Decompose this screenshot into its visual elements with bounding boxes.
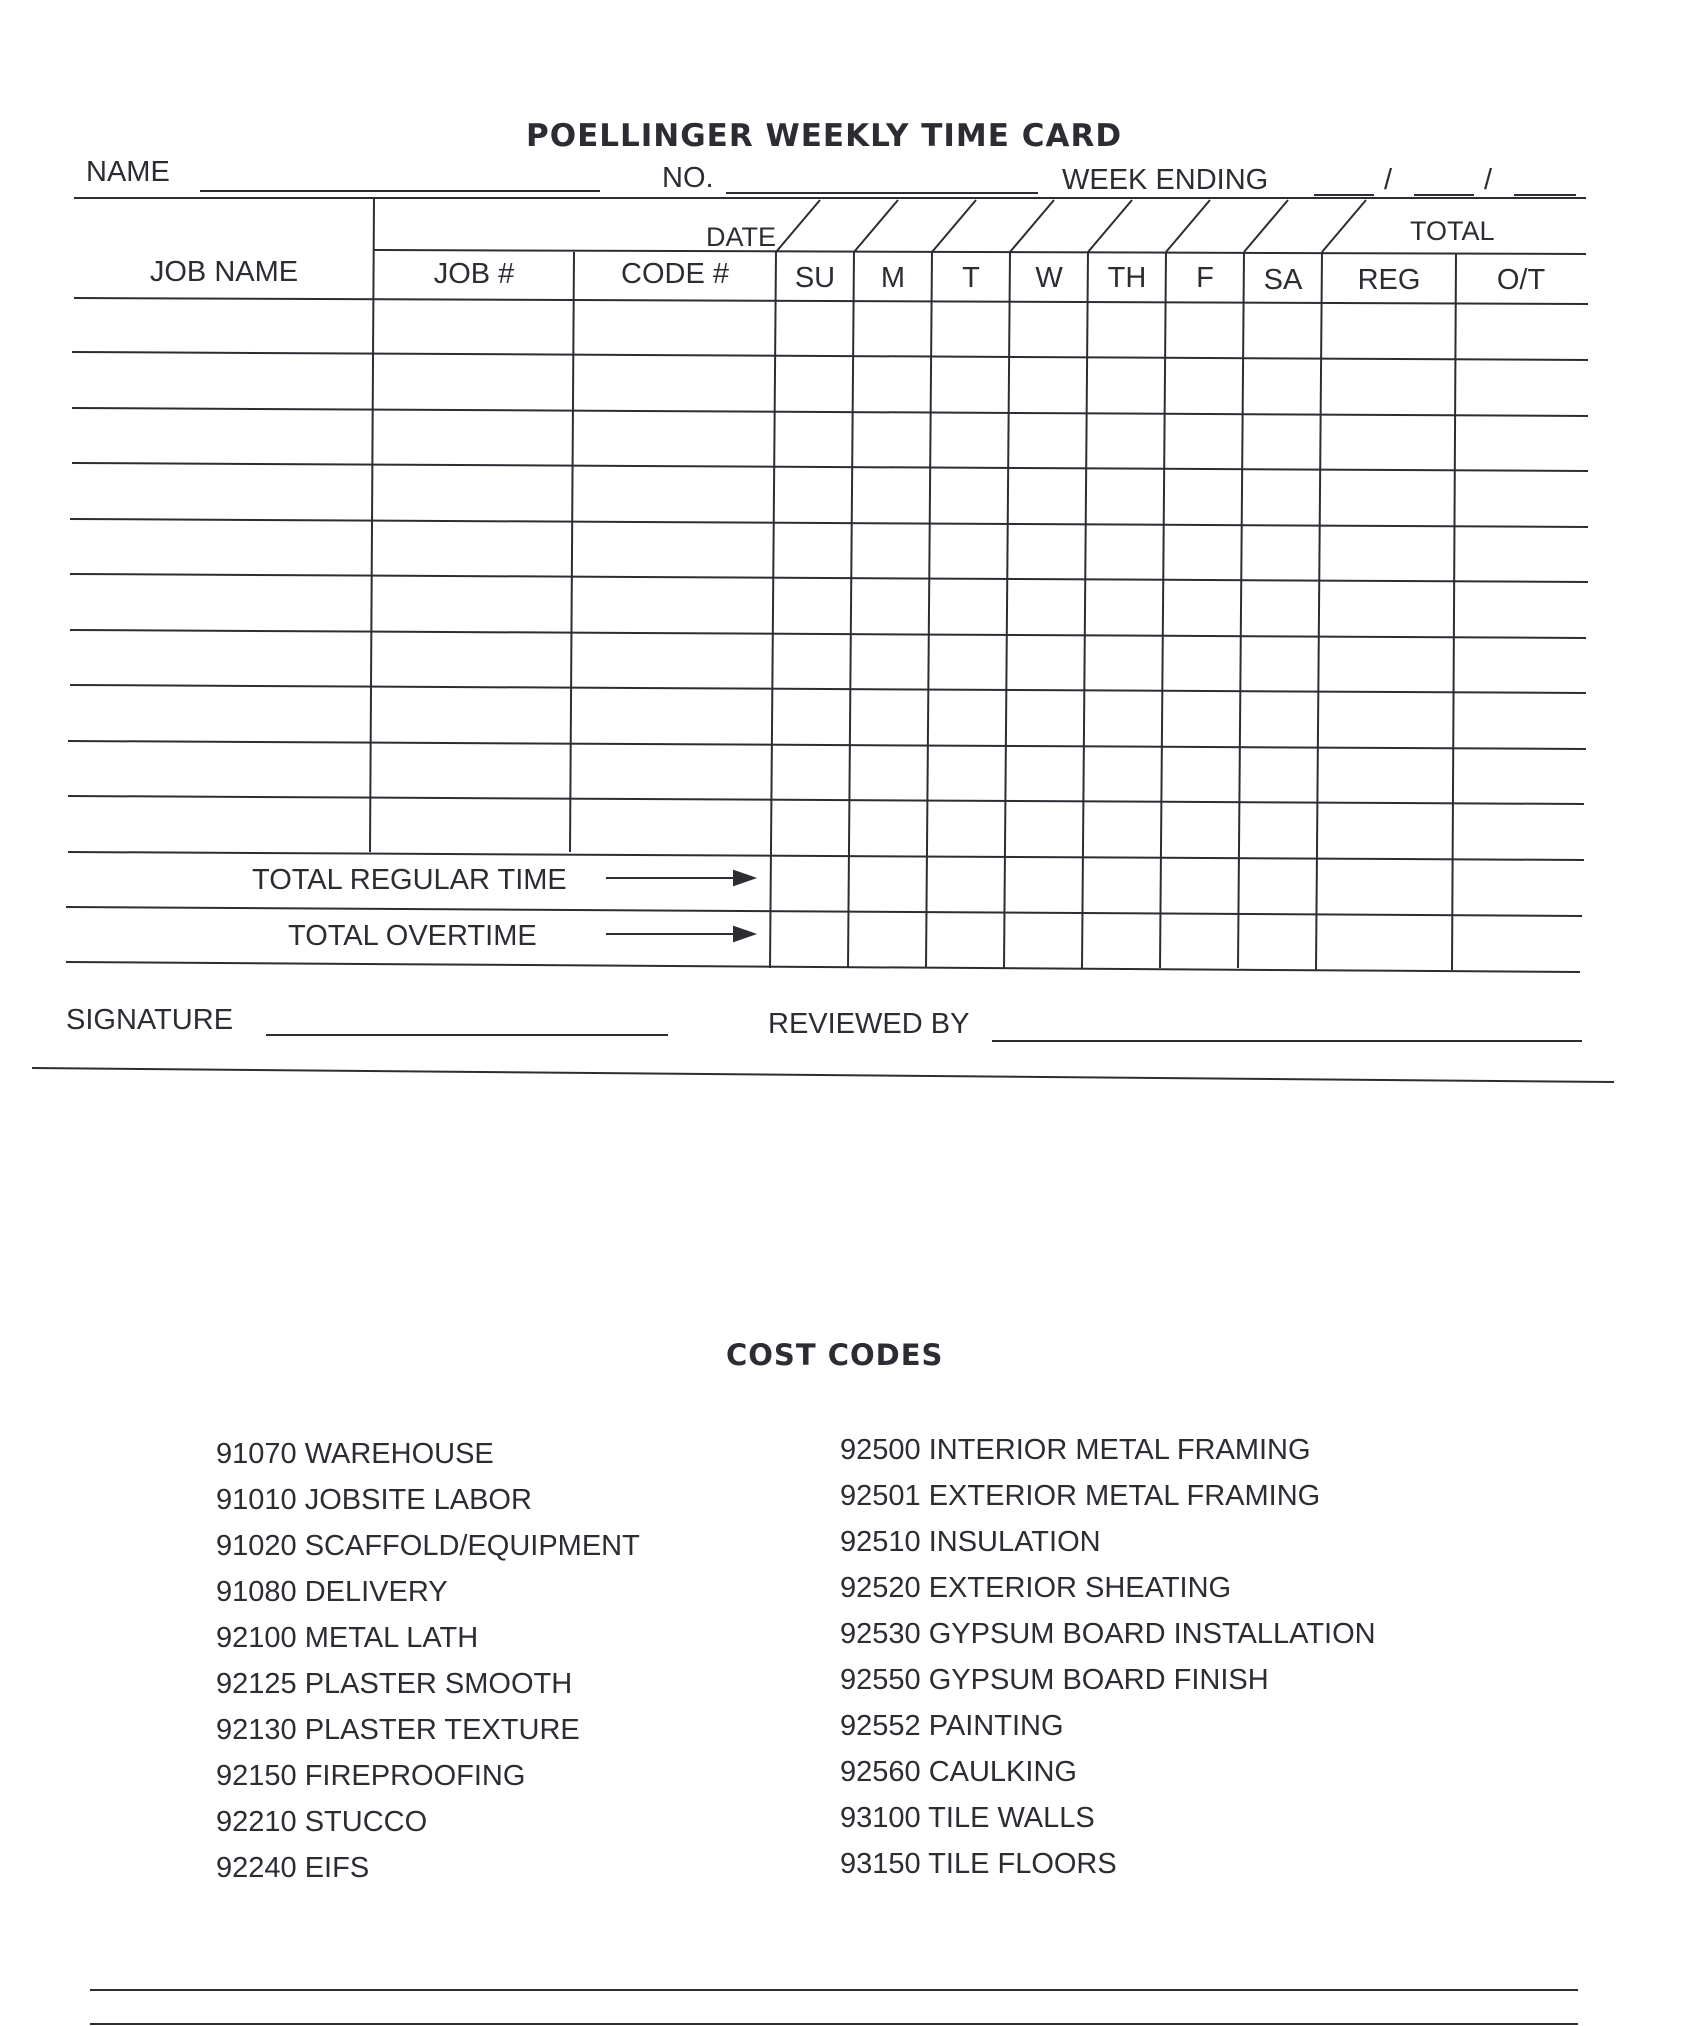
job-name-header: JOB NAME xyxy=(149,256,299,288)
total-regular-time-label: TOTAL REGULAR TIME xyxy=(252,864,567,896)
cost-code-item: 92510 INSULATION xyxy=(840,1526,1101,1558)
cost-code-item: 92130 PLASTER TEXTURE xyxy=(216,1714,580,1746)
cost-code-item: 92550 GYPSUM BOARD FINISH xyxy=(840,1664,1269,1696)
cost-code-item: 92150 FIREPROOFING xyxy=(216,1760,526,1792)
day-header-f: F xyxy=(1196,262,1214,294)
ot-header: O/T xyxy=(1496,264,1546,296)
cost-code-item: 92552 PAINTING xyxy=(840,1710,1064,1742)
cost-code-item: 93100 TILE WALLS xyxy=(840,1802,1095,1834)
total-header: TOTAL xyxy=(1410,216,1495,246)
no-label: NO. xyxy=(662,162,714,194)
day-header-t: T xyxy=(962,262,980,294)
day-header-m: M xyxy=(880,262,906,294)
cost-code-item: 92100 METAL LATH xyxy=(216,1622,479,1654)
day-header-th: TH xyxy=(1107,262,1147,294)
cost-code-item: 91020 SCAFFOLD/EQUIPMENT xyxy=(216,1530,640,1562)
reviewed-by-label: REVIEWED BY xyxy=(768,1008,970,1040)
week-ending-label: WEEK ENDING xyxy=(1062,164,1269,196)
cost-code-item: 92125 PLASTER SMOOTH xyxy=(216,1668,573,1700)
reviewed-by-field[interactable] xyxy=(992,1040,1582,1042)
cost-code-item: 92520 EXTERIOR SHEATING xyxy=(840,1572,1232,1604)
code-number-header: CODE # xyxy=(621,258,729,290)
cost-code-item: 91080 DELIVERY xyxy=(216,1576,448,1608)
cost-code-item: 92210 STUCCO xyxy=(216,1806,428,1838)
cost-codes-title: COST CODES xyxy=(726,1338,944,1372)
day-header-w: W xyxy=(1035,262,1063,294)
reg-header: REG xyxy=(1357,264,1421,296)
cost-code-item: 91070 WAREHOUSE xyxy=(216,1438,494,1470)
cost-code-item: 92560 CAULKING xyxy=(840,1756,1077,1788)
cost-code-item: 93150 TILE FLOORS xyxy=(840,1848,1117,1880)
cost-code-item: 91010 JOBSITE LABOR xyxy=(216,1484,532,1516)
day-header-sa: SA xyxy=(1263,264,1303,296)
form-title: POELLINGER WEEKLY TIME CARD xyxy=(526,118,1123,154)
cost-code-item: 92530 GYPSUM BOARD INSTALLATION xyxy=(840,1618,1376,1650)
date-separator: / xyxy=(1484,164,1493,196)
signature-field[interactable] xyxy=(266,1034,668,1036)
name-label: NAME xyxy=(86,156,170,188)
day-header-su: SU xyxy=(794,262,836,294)
signature-label: SIGNATURE xyxy=(66,1004,234,1036)
date-header: DATE xyxy=(706,222,777,252)
cost-code-item: 92240 EIFS xyxy=(216,1852,370,1884)
job-number-header: JOB # xyxy=(433,258,515,290)
cost-code-item: 92501 EXTERIOR METAL FRAMING xyxy=(840,1480,1321,1512)
cost-code-item: 92500 INTERIOR METAL FRAMING xyxy=(840,1434,1311,1466)
date-separator: / xyxy=(1384,164,1393,196)
total-overtime-label: TOTAL OVERTIME xyxy=(288,920,537,952)
